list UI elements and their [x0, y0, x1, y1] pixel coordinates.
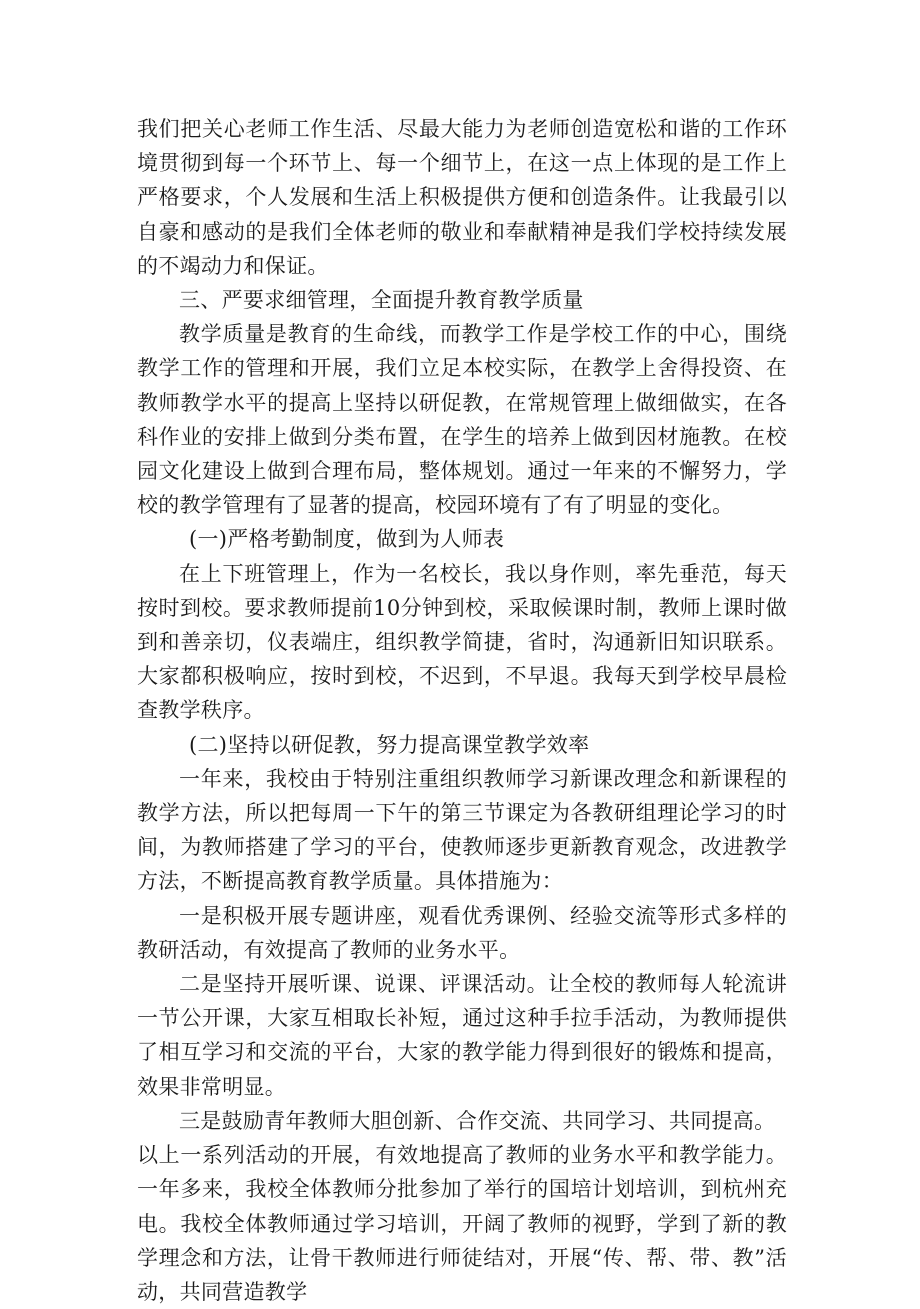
paragraph-measure-one: 一是积极开展专题讲座，观看优秀课例、经验交流等形式多样的教研活动，有效提高了教师的业务水平。: [137, 903, 787, 962]
paragraph-measure-two: 二是坚持开展听课、说课、评课活动。让全校的教师每人轮流讲一节公开课，大家互相取长补短，通过这种手拉手活动，为教师提供了相互学习和交流的平台，大家的教学能力得到很好的锻炼和提高，效果非常明显。: [137, 972, 787, 1099]
paragraph-measure-three: 三是鼓励青年教师大胆创新、合作交流、共同学习、共同提高。: [179, 1108, 776, 1133]
paragraph-summary: 以上一系列活动的开展，有效地提高了教师的业务水平和教学能力。一年多来，我校全体教师分批参加了举行的国培计划培训，到杭州充电。我校全体教师通过学习培训，开阔了教师的视野，学到了新的教学理念和方法，让骨干教师进行师徒结对，开展“传、帮、带、教”活动，共同营造教学: [137, 1143, 787, 1304]
document-body: [137, 112, 787, 1309]
subheading-attendance: (一)严格考勤制度，做到为人师表: [189, 527, 505, 552]
subheading-research: (二)坚持以研促教，努力提高课堂教学效率: [189, 732, 590, 757]
section-heading-three: 三、严要求细管理，全面提升教育教学质量: [179, 288, 584, 313]
paragraph-continuation: 我们把关心老师工作生活、尽最大能力为老师创造宽松和谐的工作环境贯彻到每一个环节上、每一个细节上，在这一点上体现的是工作上严格要求，个人发展和生活上积极提供方便和创造条件。让我最引以自豪和感动的是我们全体老师的敬业和奉献精神是我们学校持续发展的不竭动力和保证。: [137, 117, 787, 278]
paragraph-research: 一年来，我校由于特别注重组织教师学习新课改理念和新课程的教学方法，所以把每周一下午的第三节课定为各教研组理论学习的时间，为教师搭建了学习的平台，使教师逐步更新教育观念，改进教学方法，不断提高教育教学质量。具体措施为：: [137, 766, 787, 894]
paragraph-teaching-quality: 教学质量是教育的生命线，而教学工作是学校工作的中心，围绕教学工作的管理和开展，我们立足本校实际，在教学上舍得投资、在教师教学水平的提高上坚持以研促教，在常规管理上做细做实，在各科作业的安排上做到分类布置，在学生的培养上做到因材施教。在校园文化建设上做到合理布局，整体规划。通过一年来的不懈努力，学校的教学管理有了显著的提高，校园环境有了有了明显的变化。: [137, 322, 787, 518]
paragraph-attendance: 在上下班管理上，作为一名校长，我以身作则，率先垂范，每天按时到校。要求教师提前10分钟到校，采取候课时制，教师上课时做到和善亲切，仪表端庄，组织教学简捷，省时，沟通新旧知识联系。大家都积极响应，按时到校，不迟到，不早退。我每天到学校早晨检查教学秩序。: [137, 561, 787, 723]
